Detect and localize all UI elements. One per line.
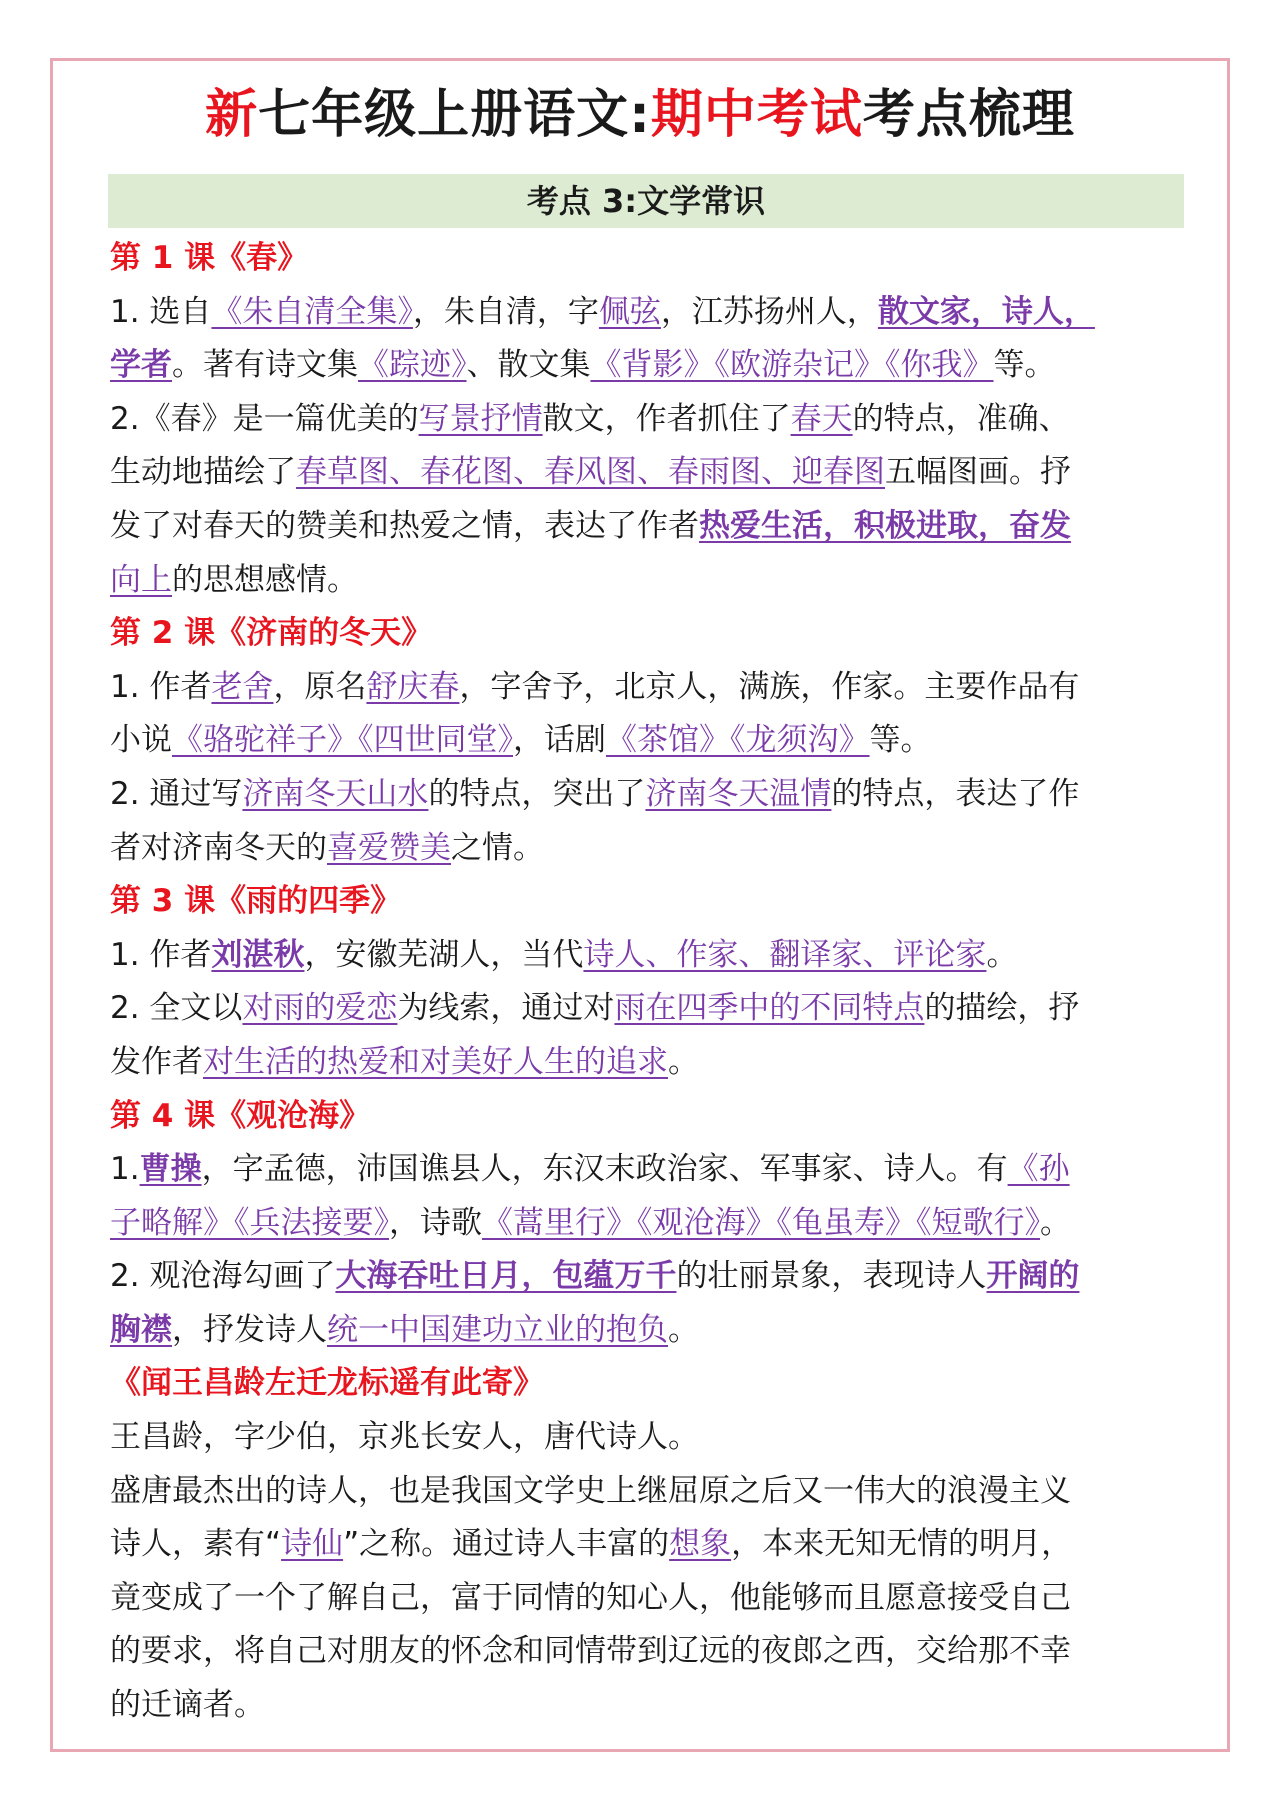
body-text: 小说 bbox=[110, 722, 172, 759]
body-text: 的特点，准确、 bbox=[852, 400, 1070, 437]
lesson-heading: 第 3 课《雨的四季》 bbox=[110, 883, 402, 920]
text-line bbox=[110, 1197, 1172, 1251]
text-line bbox=[110, 1518, 1172, 1572]
body-text: 的壮丽景象，表现诗人 bbox=[676, 1258, 987, 1295]
section-banner: 考点 3:文学常识 bbox=[108, 174, 1184, 228]
text-line bbox=[110, 1143, 1172, 1197]
key-point: 想象 bbox=[669, 1526, 732, 1563]
body-text: 竟变成了一个了解自己，富于同情的知心人，他能够而且愿意接受自己 bbox=[110, 1579, 1071, 1616]
body-text: 的特点，表达了作 bbox=[831, 775, 1080, 812]
body-text: 2. 全文以 bbox=[110, 990, 243, 1027]
key-point: 《骆驼祥子》《四世同堂》 bbox=[172, 722, 513, 759]
text-line bbox=[110, 286, 1172, 340]
text-line bbox=[110, 661, 1172, 715]
key-point: 写景抒情 bbox=[418, 400, 543, 437]
text-line bbox=[110, 446, 1172, 500]
body-text: 的要求，将自己对朋友的怀念和同情带到辽远的夜郎之西，交给那不幸 bbox=[110, 1633, 1071, 1670]
body-text: 。 bbox=[668, 1311, 699, 1348]
body-text: 之情。 bbox=[451, 829, 544, 866]
text-line bbox=[110, 982, 1172, 1036]
body-text: 1. bbox=[110, 1151, 140, 1188]
text-line bbox=[110, 1090, 1172, 1144]
key-point: 向上 bbox=[110, 561, 172, 598]
body-text: 王昌龄，字少伯，京兆长安人，唐代诗人。 bbox=[110, 1419, 699, 1456]
body-text: 2. 通过写 bbox=[110, 775, 243, 812]
key-point: 子略解》《兵法接要》 bbox=[110, 1204, 389, 1241]
body-text: 。 bbox=[986, 936, 1018, 973]
key-point: 喜爱赞美 bbox=[327, 829, 451, 866]
body-text: ，话剧 bbox=[513, 722, 606, 759]
key-point: 济南冬天山水 bbox=[242, 775, 429, 812]
body-text: 盛唐最杰出的诗人，也是我国文学史上继屈原之后又一伟大的浪漫主义 bbox=[110, 1472, 1071, 1509]
key-point: 《朱自清全集》 bbox=[211, 293, 413, 330]
body-text: ，字孟德，沛国谯县人，东汉末政治家、军事家、诗人。有 bbox=[201, 1151, 1008, 1188]
text-line bbox=[110, 1357, 1172, 1411]
body-text: 2.《春》是一篇优美的 bbox=[110, 400, 419, 437]
key-point: 老舍 bbox=[211, 668, 274, 705]
body-text: 。著有诗文集 bbox=[172, 347, 358, 384]
key-point: 诗人、作家、翻译家、评论家 bbox=[583, 936, 987, 973]
key-point: 刘湛秋 bbox=[211, 936, 305, 973]
text-line bbox=[110, 339, 1172, 393]
text-line bbox=[110, 875, 1172, 929]
text-line bbox=[110, 607, 1172, 661]
text-line bbox=[110, 1572, 1172, 1626]
title-part-2: 七年级上册语文: bbox=[258, 85, 651, 145]
body-text: 等。 bbox=[993, 347, 1056, 384]
body-text: 1. 作者 bbox=[110, 936, 212, 973]
body-text: 。 bbox=[668, 1043, 699, 1080]
key-point: 散文家，诗人， bbox=[877, 293, 1095, 330]
body-text: 、散文集 bbox=[466, 347, 591, 384]
key-point: 诗仙 bbox=[281, 1526, 344, 1563]
text-line bbox=[110, 1250, 1172, 1304]
text-line bbox=[110, 1465, 1172, 1519]
title-part-4: 考点梳理 bbox=[862, 85, 1075, 145]
body-text: 。 bbox=[1040, 1204, 1071, 1241]
key-point: 舒庆春 bbox=[366, 668, 460, 705]
title-part-3: 期中考试 bbox=[650, 85, 863, 145]
body-text: ，朱自清，字 bbox=[412, 293, 599, 330]
lesson-heading: 第 2 课《济南的冬天》 bbox=[110, 615, 433, 652]
body-text: ，抒发诗人 bbox=[172, 1311, 327, 1348]
key-point: 《蒿里行》《观沧海》《龟虽寿》《短歌行》 bbox=[482, 1204, 1040, 1241]
key-point: 济南冬天温情 bbox=[645, 775, 832, 812]
text-line bbox=[110, 554, 1172, 608]
text-line bbox=[110, 1625, 1172, 1679]
text-line bbox=[110, 822, 1172, 876]
text-line bbox=[110, 232, 1172, 286]
text-line bbox=[110, 1036, 1172, 1090]
key-point: 《背影》《欧游杂记》《你我》 bbox=[590, 347, 994, 384]
lesson-heading: 第 1 课《春》 bbox=[110, 240, 309, 276]
text-line bbox=[110, 768, 1172, 822]
body-text: ，诗歌 bbox=[389, 1204, 482, 1241]
key-point: 《踪迹》 bbox=[358, 347, 467, 384]
text-line bbox=[110, 393, 1172, 447]
text-line bbox=[110, 714, 1172, 768]
key-point: 雨在四季中的不同特点 bbox=[614, 990, 925, 1027]
key-point: 统一中国建功立业的抱负 bbox=[327, 1311, 668, 1348]
title-part-1: 新 bbox=[205, 85, 259, 145]
text-line bbox=[110, 1411, 1172, 1465]
page-title bbox=[0, 80, 1280, 150]
body-text: 发作者 bbox=[110, 1043, 203, 1080]
body-text: ，字舍予，北京人，满族，作家。主要作品有 bbox=[459, 668, 1080, 705]
body-text: 的特点，突出了 bbox=[428, 775, 646, 812]
body-text: 为线索，通过对 bbox=[397, 990, 615, 1027]
key-point: 胸襟 bbox=[110, 1311, 172, 1348]
key-point: 《孙 bbox=[1007, 1151, 1070, 1188]
body-text: 散文，作者抓住了 bbox=[542, 400, 791, 437]
text-line bbox=[110, 1679, 1172, 1733]
lesson-heading: 第 4 课《观沧海》 bbox=[110, 1097, 371, 1134]
body-text: 的迁谪者。 bbox=[110, 1687, 265, 1724]
text-line bbox=[110, 929, 1172, 983]
key-point: 对生活的热爱和对美好人生的追求 bbox=[203, 1043, 668, 1080]
body-text: 的思想感情。 bbox=[172, 561, 358, 598]
key-point: 热爱生活，积极进取，奋发 bbox=[699, 507, 1071, 544]
body-text: 1. 选自 bbox=[110, 293, 212, 330]
key-point: 开阔的 bbox=[986, 1258, 1080, 1295]
body-text: ，本来无知无情的明月， bbox=[731, 1526, 1073, 1563]
body-text: 者对济南冬天的 bbox=[110, 829, 327, 866]
key-point: 对雨的爱恋 bbox=[242, 990, 398, 1027]
text-line bbox=[110, 1304, 1172, 1358]
body-text: ”之称。通过诗人丰富的 bbox=[343, 1526, 670, 1563]
key-point: 大海吞吐日月，包蕴万千 bbox=[335, 1258, 677, 1295]
key-point: 曹操 bbox=[139, 1151, 202, 1188]
body-text: ，江苏扬州人， bbox=[660, 293, 878, 330]
body-text: 发了对春天的赞美和热爱之情，表达了作者 bbox=[110, 507, 699, 544]
text-line bbox=[110, 500, 1172, 554]
body-text: 2. 观沧海勾画了 bbox=[110, 1258, 336, 1295]
key-point: 学者 bbox=[110, 347, 172, 384]
document-body bbox=[110, 232, 1172, 1733]
lesson-heading: 《闻王昌龄左迁龙标遥有此寄》 bbox=[110, 1365, 544, 1402]
body-text: 等。 bbox=[869, 722, 932, 759]
body-text: 五幅图画。抒 bbox=[885, 454, 1071, 491]
body-text: ，原名 bbox=[273, 668, 367, 705]
key-point: 佩弦 bbox=[598, 293, 661, 330]
key-point: 春天 bbox=[790, 400, 853, 437]
key-point: 《茶馆》《龙须沟》 bbox=[606, 722, 870, 759]
key-point: 春草图、春花图、春风图、春雨图、迎春图 bbox=[296, 454, 885, 491]
body-text: ，安徽芜湖人，当代 bbox=[304, 936, 584, 973]
body-text: 1. 作者 bbox=[110, 668, 212, 705]
body-text: 诗人，素有“ bbox=[110, 1526, 282, 1563]
body-text: 的描绘，抒 bbox=[924, 990, 1080, 1027]
body-text: 生动地描绘了 bbox=[110, 454, 296, 491]
